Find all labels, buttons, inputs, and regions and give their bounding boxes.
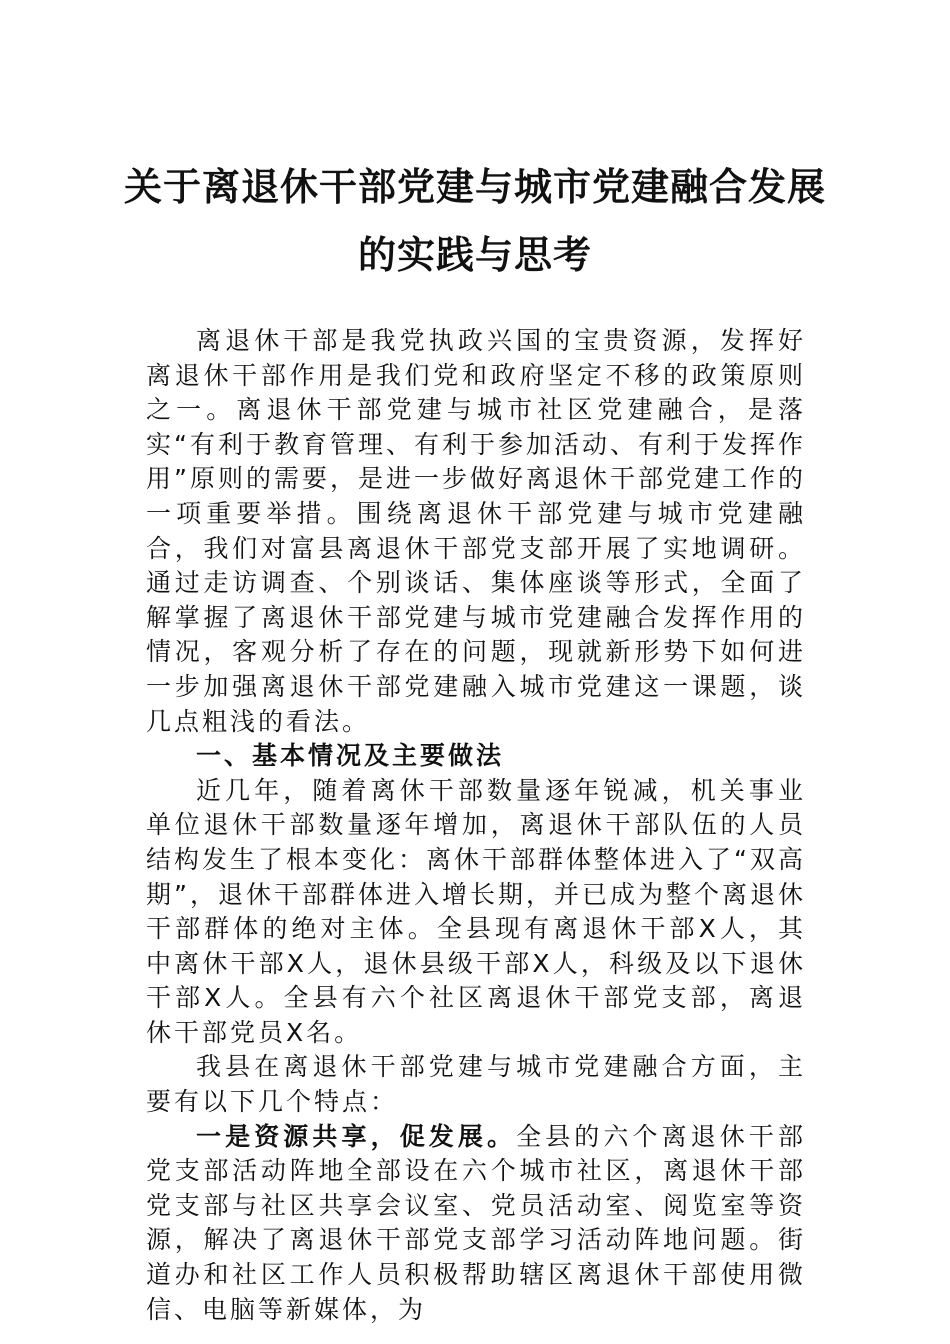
section-heading-1: 一、基本情况及主要做法	[196, 741, 505, 771]
section1-paragraph-2: 我县在离退休干部党建与城市党建融合方面，主要有以下几个特点：	[146, 1052, 806, 1117]
section1-paragraph-1: 近几年，随着离休干部数量逐年锐减，机关事业单位退休干部数量逐年增加，离退休干部队伍的人员结构发生了根本变化：离休干部群体整体进入了“双高期”，退休干部群体进入增长期，并已成为整个离退休干部群体的绝对主体。全县现有离退休干部X人，其中离休干部X人，退休县级干部X人，科级及以下退休干部X人。全县有六个社区离退休干部党支部，离退休干部党员X名。	[146, 775, 806, 1047]
feature-paragraph-1	[146, 1120, 806, 1328]
document-body	[146, 324, 806, 1327]
document-title-line-1: 关于离退休干部党建与城市党建融合发展	[123, 164, 826, 209]
feature-1-text: 全县的六个离退休干部党支部活动阵地全部设在六个城市社区，离退休干部党支部与社区共享会议室、党员活动室、阅览室等资源，解决了离退休干部党支部学习活动阵地问题。街道办和社区工作人员积极帮助辖区离退休干部使用微信、电脑等新媒体，为	[146, 1121, 806, 1324]
intro-paragraph: 离退休干部是我党执政兴国的宝贵资源，发挥好离退休干部作用是我们党和政府坚定不移的政策原则之一。离退休干部党建与城市社区党建融合，是落实“有利于教育管理、有利于参加活动、有利于发挥作用”原则的需要，是进一步做好离退休干部党建工作的一项重要举措。围绕离退休干部党建与城市党建融合，我们对富县离退休干部党支部开展了实地调研。通过走访调查、个别谈话、集体座谈等形式，全面了解掌握了离退休干部党建与城市党建融合发挥作用的情况，客观分析了存在的问题，现就新形势下如何进一步加强离退休干部党建融入城市党建这一课题，谈几点粗浅的看法。	[146, 326, 806, 736]
feature-1-lead: 一是资源共享，促发展。	[196, 1121, 517, 1151]
document-title-line-2: 的实践与思考	[357, 232, 592, 277]
